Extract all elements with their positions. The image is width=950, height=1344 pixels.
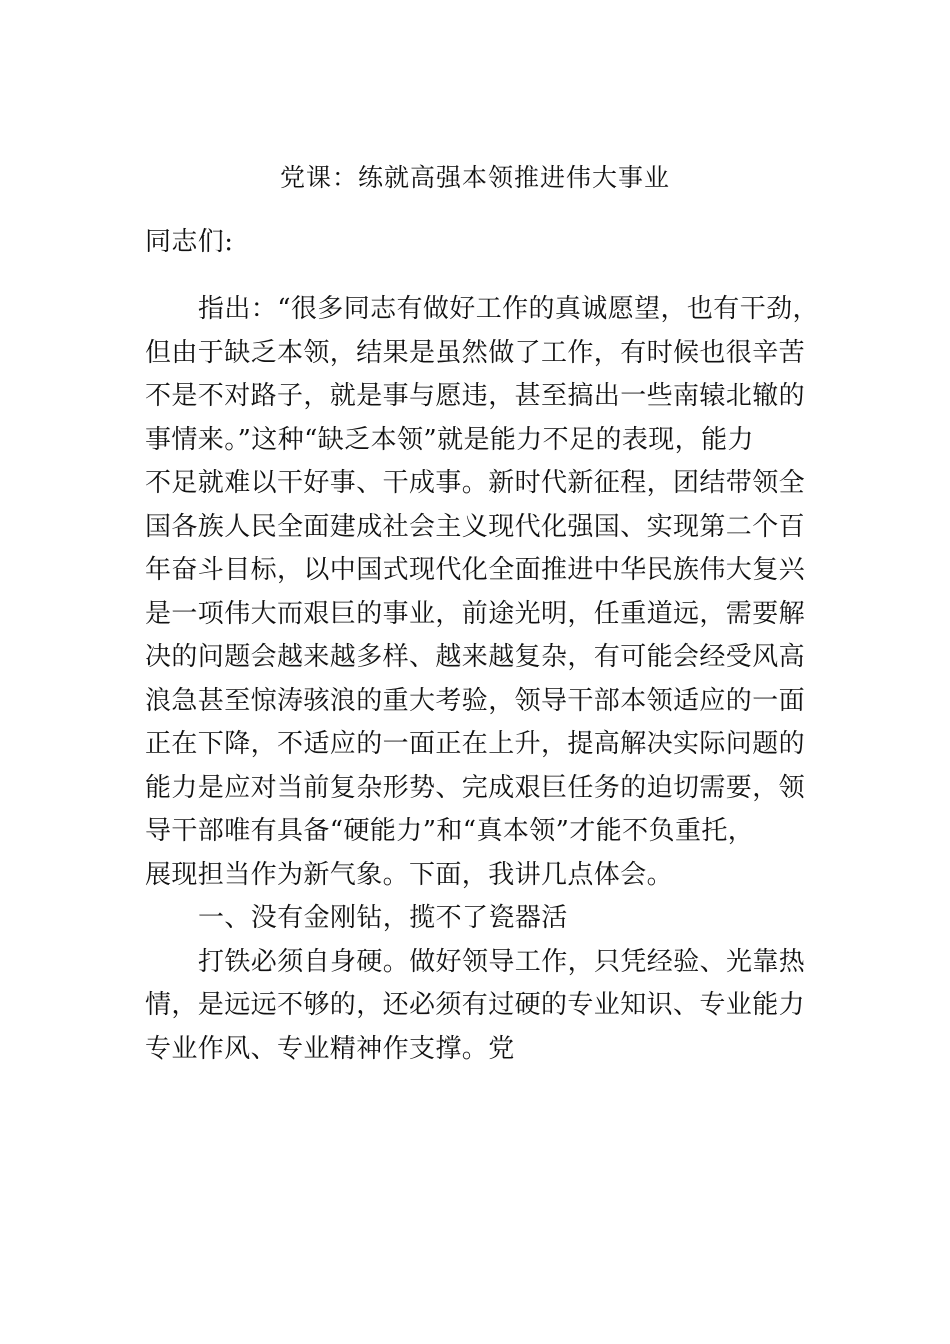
document-title: 党课：练就高强本领推进伟大事业 [279,163,670,192]
paragraph-line: 正在下降，不适应的一面正在上升，提高解决实际问题的 [145,729,806,759]
paragraph-line: 是一项伟大而艰巨的事业，前途光明，任重道远，需要解 [145,599,806,629]
paragraph-line: 情，是远远不够的，还必须有过硬的专业知识、专业能力 [145,990,806,1020]
paragraph-line: 打铁必须自身硬。做好领导工作，只凭经验、光靠热 [198,947,806,977]
paragraph-line: 国各族人民全面建成社会主义现代化强国、实现第二个百 [145,512,806,542]
paragraph-line: 但由于缺乏本领，结果是虽然做了工作，有时候也很辛苦 [145,338,806,368]
paragraph-line: 事情来。”这种“缺乏本领”就是能力不足的表现，能力 [145,425,754,455]
paragraph-line: 年奋斗目标，以中国式现代化全面推进中华民族伟大复兴 [145,555,806,585]
paragraph-line: 不是不对路子，就是事与愿违，甚至搞出一些南辕北辙的 [145,381,806,411]
section-heading: 一、没有金刚钻，揽不了瓷器活 [198,903,568,933]
salutation: 同志们: [145,227,234,257]
paragraph-line: 指出：“很多同志有做好工作的真诚愿望，也有干劲， [198,294,819,324]
paragraph-line: 决的问题会越来越多样、越来越复杂，有可能会经受风高 [145,642,806,672]
paragraph-line: 不足就难以干好事、干成事。新时代新征程，团结带领全 [145,468,806,498]
paragraph-line: 导干部唯有具备“硬能力”和“真本领”才能不负重托， [145,816,755,846]
paragraph-line: 浪急甚至惊涛骇浪的重大考验，领导干部本领适应的一面 [145,686,806,716]
paragraph-line: 展现担当作为新气象。下面，我讲几点体会。 [145,860,674,890]
paragraph-line: 能力是应对当前复杂形势、完成艰巨任务的迫切需要，领 [145,773,806,803]
paragraph-line: 专业作风、专业精神作支撑。党 [145,1034,515,1064]
